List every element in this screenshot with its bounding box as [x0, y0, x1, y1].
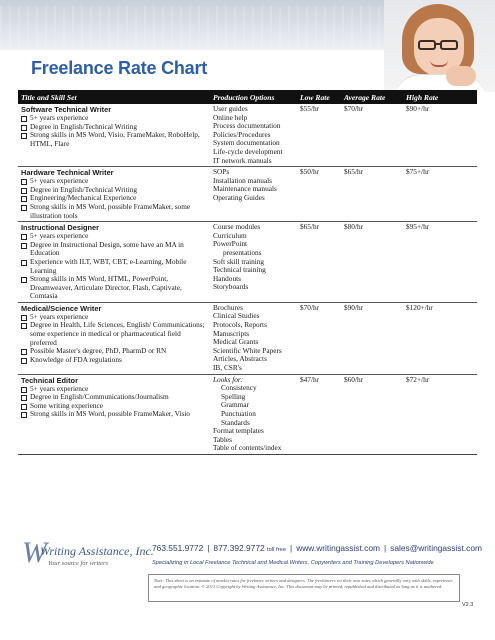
role-title: Hardware Technical Writer — [21, 168, 114, 178]
qualification-item: Experience with ILT, WBT, CBT, e-Learning, Mobile Learning — [21, 258, 207, 275]
production-item: Installation manuals — [213, 175, 272, 185]
email-link[interactable]: sales@writingassist.com — [390, 543, 482, 553]
qualification-list — [21, 385, 207, 419]
production-item: Tables — [213, 434, 232, 444]
qualification-item: Degree in English/Technical Writing — [21, 186, 207, 195]
page-title: Freelance Rate Chart — [31, 58, 208, 78]
production-item: Policies/Procedures — [213, 129, 271, 139]
qualification-item: 5+ years experience — [21, 313, 207, 322]
disclaimer-note: Note: This sheet is an estimate of market rates for freelance writers and designers. The freelancers set their own rates which generally vary with skills, experience and geographic location. © 2013 Copyright by Writing Assistance, Inc. This document may be printed, republished and distributed as long as it is unaltered. — [148, 574, 460, 602]
table-row — [18, 167, 477, 222]
qualification-item: Knowledge of FDA regulations — [21, 356, 207, 365]
phone-tollfree: 877.392.9772 — [213, 543, 265, 553]
production-item: Punctuation — [221, 409, 256, 418]
qualification-item: Some writing experience — [21, 402, 207, 411]
logo-name: Writing Assistance, Inc. — [40, 544, 154, 558]
header-title-skill: Title and Skill Set — [18, 90, 210, 104]
qualification-item: Strong skills in MS Word, possible FrameMaker, Visio — [21, 410, 207, 419]
qualification-list — [21, 232, 207, 301]
skill-cell — [18, 222, 210, 303]
production-item: PowerPoint — [213, 239, 248, 249]
production-item: Brochures — [213, 302, 243, 312]
average-rate-cell: $70/hr — [341, 104, 403, 167]
production-item: Process documentation — [213, 121, 281, 131]
qualification-item: Strong skills in MS Word, possible FrameMaker, some illustration tools — [21, 203, 207, 220]
qualification-list — [21, 114, 207, 148]
production-item: Soft skill training — [213, 256, 265, 266]
qualification-item: 5+ years experience — [21, 232, 207, 241]
header-production: Production Options — [210, 90, 297, 104]
low-rate-cell: $65/hr — [297, 222, 341, 303]
production-item: Consistency — [221, 383, 257, 393]
table-row — [18, 374, 477, 454]
production-item: Format templates — [213, 426, 264, 436]
qualification-list — [21, 313, 207, 365]
table-header-row — [18, 90, 477, 104]
header-high-rate: High Rate — [403, 90, 477, 104]
rate-table — [18, 90, 477, 455]
role-title: Medical/Science Writer — [21, 303, 102, 313]
woman-photo — [384, 0, 495, 92]
qualification-item: 5+ years experience — [21, 385, 207, 394]
average-rate-cell: $65/hr — [341, 167, 403, 222]
high-rate-cell: $90+/hr — [403, 104, 477, 167]
production-item: Articles, Abstracts — [213, 354, 267, 364]
production-item: Scientific White Papers — [213, 345, 282, 355]
production-item: IB, CSR's — [213, 363, 242, 373]
production-list — [213, 223, 294, 292]
production-item: Manuscripts — [213, 328, 250, 338]
production-cell — [210, 167, 297, 222]
skill-cell — [18, 167, 210, 222]
table-row — [18, 302, 477, 374]
phone-local: 763.551.9772 — [152, 543, 204, 553]
table-row — [18, 104, 477, 167]
skill-cell — [18, 302, 210, 374]
production-item: Protocols, Reports — [213, 320, 267, 330]
production-cell — [210, 222, 297, 303]
qualification-item: Degree in English/Technical Writing — [21, 123, 207, 132]
table-row — [18, 222, 477, 303]
website-link[interactable]: www.writingassist.com — [296, 543, 380, 553]
production-item: Grammar — [221, 400, 249, 410]
high-rate-cell: $75+/hr — [403, 167, 477, 222]
production-item: Spelling — [221, 391, 246, 401]
role-title: Technical Editor — [21, 375, 78, 385]
tollfree-label: toll free — [266, 547, 286, 553]
qualification-item: 5+ years experience — [21, 114, 207, 123]
skill-cell — [18, 104, 210, 167]
production-item: Storyboards — [213, 282, 249, 292]
specialize-line: Specializing in Local Freelance Technical and Medical Writers, Copywriters and Training Developers Nationwide — [152, 560, 434, 566]
low-rate-cell: $47/hr — [297, 374, 341, 454]
production-item: Curriculum — [213, 230, 247, 240]
average-rate-cell: $60/hr — [341, 374, 403, 454]
role-title: Software Technical Writer — [21, 105, 112, 114]
skill-cell — [18, 374, 210, 454]
production-item: Operating Guides — [213, 192, 265, 202]
company-logo: W Writing Assistance, Inc. Your source for writers — [22, 536, 154, 569]
production-item: IT network manuals — [213, 155, 272, 165]
qualification-item: Strong skills in MS Word, HTML, PowerPoint, Dreamweaver, Articulate Director, Flash, Captivate, Comtasia — [21, 275, 207, 301]
production-list — [213, 304, 294, 373]
production-item: Life-cycle development — [213, 146, 283, 156]
production-item: User guides — [213, 104, 248, 113]
production-item: Technical training — [213, 265, 266, 275]
header-average-rate: Average Rate — [341, 90, 403, 104]
production-item: Medical Grants — [213, 337, 259, 347]
high-rate-cell: $95+/hr — [403, 222, 477, 303]
production-item: Looks for: — [213, 374, 244, 384]
low-rate-cell: $70/hr — [297, 302, 341, 374]
contact-line: 763.551.9772 | 877.392.9772 toll free | www.writingassist.com | sales@writingassist.com — [152, 543, 482, 553]
qualification-item: Possible Master's degree, PhD, PharmD or RN — [21, 347, 207, 356]
production-list — [213, 376, 294, 453]
qualification-item: Engineering/Mechanical Experience — [21, 194, 207, 203]
low-rate-cell: $55/hr — [297, 104, 341, 167]
production-list — [213, 168, 294, 202]
production-cell — [210, 374, 297, 454]
production-item: Online help — [213, 112, 248, 122]
production-item: System documentation — [213, 138, 280, 148]
production-item: SOPs — [213, 167, 230, 177]
qualification-item: Degree in English/Communications/Journalism — [21, 393, 207, 402]
production-item: Table of contents/index — [213, 443, 282, 453]
qualification-item: Strong skills in MS Word, Visio, FrameMaker, RoboHelp, HTML, Flare — [21, 131, 207, 148]
production-cell — [210, 302, 297, 374]
production-item: Standards — [221, 417, 250, 427]
version-label: V2.3 — [462, 602, 474, 608]
logo-tagline: Your source for writers — [48, 560, 109, 567]
production-item: Maintenance manuals — [213, 184, 277, 194]
qualification-item: Degree in Instructional Design, some have an MA in Education — [21, 241, 207, 258]
qualification-list — [21, 177, 207, 220]
header-low-rate: Low Rate — [297, 90, 341, 104]
average-rate-cell: $80/hr — [341, 222, 403, 303]
qualification-item: Degree in Health, Life Sciences, English/ Communications; some experience in medical or pharmaceutical field preferred — [21, 321, 207, 347]
high-rate-cell: $72+/hr — [403, 374, 477, 454]
production-item: presentations — [223, 247, 262, 257]
production-item: Course modules — [213, 222, 261, 232]
qualification-item: 5+ years experience — [21, 177, 207, 186]
high-rate-cell: $120+/hr — [403, 302, 477, 374]
average-rate-cell: $90/hr — [341, 302, 403, 374]
low-rate-cell: $50/hr — [297, 167, 341, 222]
production-item: Handouts — [213, 273, 241, 283]
production-cell — [210, 104, 297, 167]
production-list — [213, 105, 294, 165]
role-title: Instructional Designer — [21, 223, 100, 233]
production-item: Clinical Studies — [213, 311, 260, 321]
